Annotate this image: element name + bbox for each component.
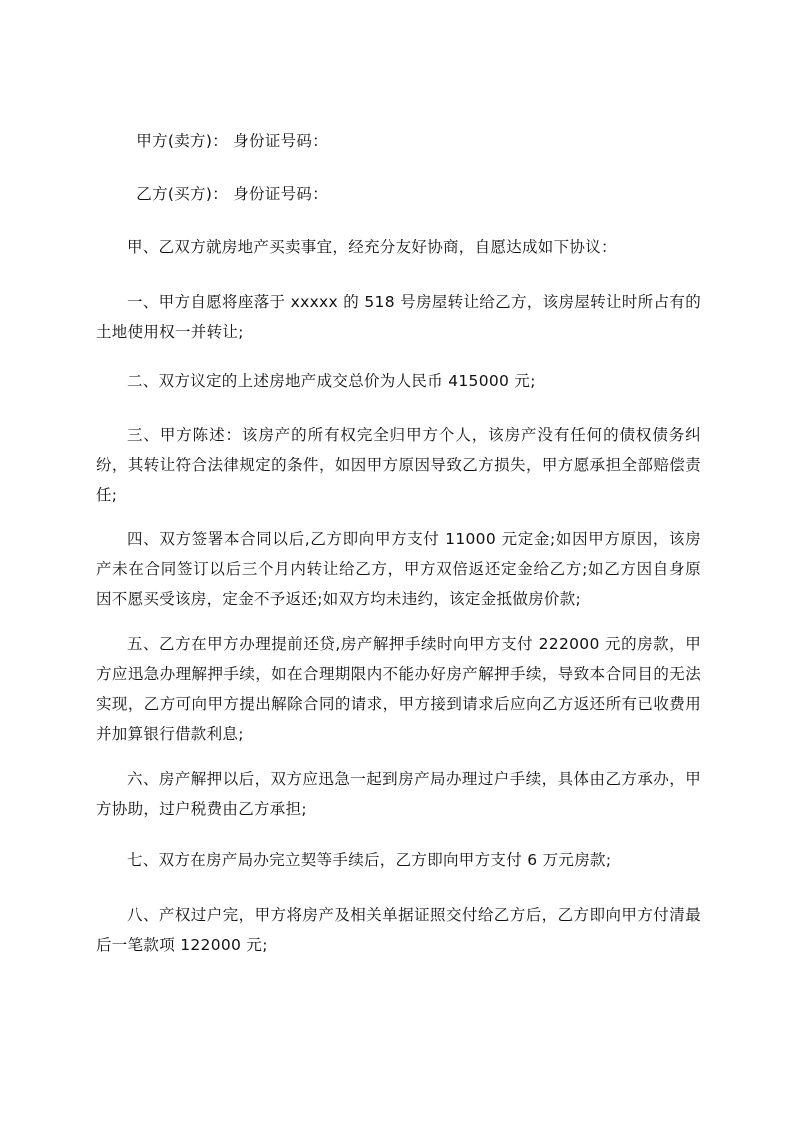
party-b-line: 乙方(买方)： 身份证号码：	[136, 185, 329, 203]
clause-3: 三、甲方陈述：该房产的所有权完全归甲方个人，该房产没有任何的债权债务纠纷，其转让符合法律规定的条件，如因甲方原因导致乙方损失，甲方愿承担全部赔偿责任;	[96, 426, 701, 504]
clause-7: 七、双方在房产局办完立契等手续后，乙方即向甲方支付 6 万元房款;	[127, 851, 612, 869]
intro-paragraph: 甲、乙双方就房地产买卖事宜，经充分友好协商，自愿达成如下协议：	[127, 238, 617, 256]
party-a-line: 甲方(卖方)： 身份证号码：	[136, 132, 329, 150]
clause-5: 五、乙方在甲方办理提前还贷,房产解押手续时向甲方支付 222000 元的房款，甲方应迅急办理解押手续，如在合理期限内不能办好房产解押手续，导致本合同目的无法实现，乙方可向甲方提出解除合同的请求，甲方接到请求后应向乙方返还所有已收费用并加算银行借款利息;	[96, 635, 701, 743]
clause-6: 六、房产解押以后，双方应迅急一起到房产局办理过户手续，具体由乙方承办，甲方协助，过户税费由乙方承担;	[96, 770, 701, 818]
clause-4: 四、双方签署本合同以后,乙方即向甲方支付 11000 元定金;如因甲方原因，该房产未在合同签订以后三个月内转让给乙方，甲方双倍返还定金给乙方;如乙方因自身原因不愿买受该房，定金不予返还;如双方均未违约，该定金抵做房价款;	[96, 530, 701, 608]
clause-2: 二、双方议定的上述房地产成交总价为人民币 415000 元;	[127, 372, 536, 390]
clause-1: 一、甲方自愿将座落于 xxxxx 的 518 号房屋转让给乙方，该房屋转让时所占有的土地使用权一并转让;	[96, 293, 701, 341]
clause-8: 八、产权过户完，甲方将房产及相关单据证照交付给乙方后，乙方即向甲方付清最后一笔款项 122000 元;	[96, 906, 701, 954]
